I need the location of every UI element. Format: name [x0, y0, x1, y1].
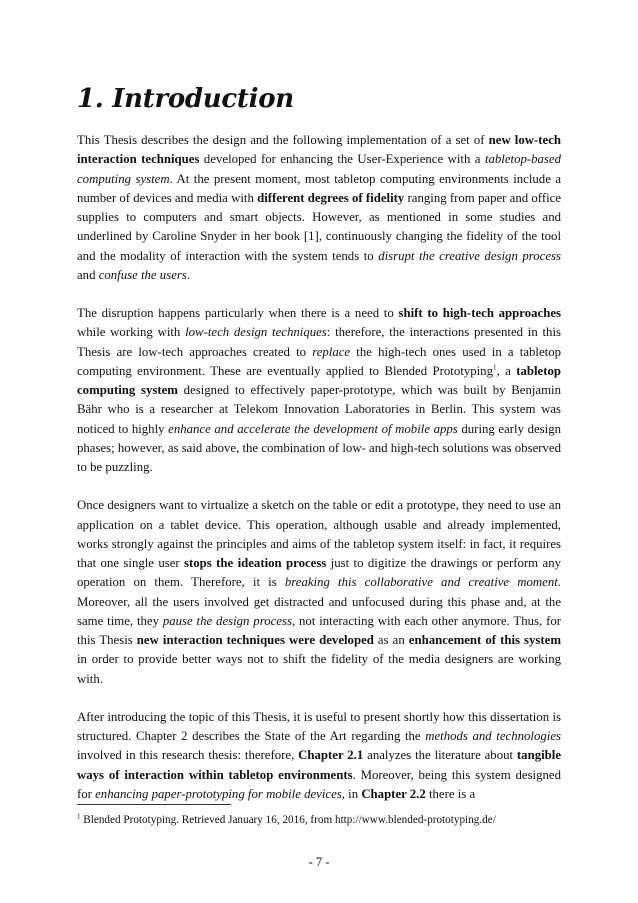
paragraph — [77, 496, 561, 689]
text-run: and — [77, 267, 99, 282]
footnote-marker: 1 — [77, 812, 81, 821]
text-run: in order to provide better ways not to shift the fidelity of the media designers are working with. — [77, 652, 561, 686]
text-run: designed to effectively paper-prototype, which was built by Benjamin Bähr who is a researcher at Telekom Innovation Laboratories in Berlin. This system was noticed to highly — [77, 383, 561, 436]
text-run: . — [186, 267, 191, 282]
text-run: while working with — [77, 325, 186, 340]
italic-text: methods and technologies — [425, 729, 561, 743]
text-run: , not interacting with each other anymore. Thus, for this Thesis — [77, 613, 561, 647]
text-run: as an — [373, 633, 409, 647]
bold-text: Chapter 2.2 — [361, 786, 426, 801]
text-run: . Moreover, all the users involved get distracted and unfocused during this phase and, at the same time, they — [77, 575, 561, 628]
text-run: analyzes the literature about — [363, 748, 517, 763]
text-run: . Moreover, being this system designed for — [77, 767, 561, 801]
body-text — [77, 131, 561, 823]
text-run: This Thesis describes the design and the following implementation of a set of — [77, 133, 489, 147]
italic-text: breaking this collaborative and creative moment — [284, 575, 558, 590]
italic-text: confuse the users — [98, 267, 187, 282]
bold-text: shift to high-tech approaches — [398, 306, 561, 320]
bold-text: new interaction techniques were developed — [136, 633, 374, 647]
italic-text: enhance and accelerate the development of mobile apps — [168, 421, 458, 436]
italic-text: enhancing paper-prototyping for mobile devices — [95, 786, 342, 801]
paragraph — [77, 131, 561, 285]
text-run: ranging from paper and office supplies to computers and smart objects. However, as mentioned in some studies and underlined by Caroline Snyder in her book [1], continuously changing the fidelity of the tool and the modality of interaction with the system tends to — [77, 190, 562, 263]
bold-text: Chapter 2.1 — [298, 748, 364, 763]
italic-text: low-tech design techniques — [185, 325, 327, 340]
bold-text: stops the ideation process — [184, 556, 327, 570]
bold-text: tangible ways of interaction within tabletop environments — [77, 748, 562, 782]
footnote-reference: 1 — [492, 363, 497, 372]
text-run: just to digitize the drawings or perform any operation on them. Therefore, it is — [77, 556, 561, 590]
text-run: : therefore, the interactions presented in this Thesis are low-tech approaches created to — [77, 325, 561, 359]
text-run: involved in this research thesis: therefore, — [77, 748, 299, 763]
text-run: there is a — [425, 786, 476, 801]
text-run: . At the present moment, most tabletop computing environments include a number of devices and media with — [77, 171, 562, 205]
text-run: during early design phases; however, as said above, the combination of low- and high-tech solutions was observed to be puzzling. — [77, 421, 561, 474]
italic-text: replace — [312, 344, 351, 359]
italic-text: pause the design process — [162, 613, 292, 628]
page-title: 1. Introduction — [77, 84, 294, 114]
text-run: the high-tech ones used in a tabletop computing environment. These are eventually applied to Blended Prototyping — [77, 344, 561, 378]
italic-text: tabletop-based computing system — [77, 152, 561, 186]
text-run: The disruption happens particularly when there is a need to — [77, 306, 399, 320]
text-run: , in — [341, 786, 362, 801]
text-run: developed for enhancing the User-Experience with a — [199, 152, 485, 167]
paragraph — [77, 708, 561, 804]
bold-text: tabletop computing system — [77, 363, 561, 397]
text-run: , a — [496, 363, 517, 378]
bold-text: different degrees of fidelity — [257, 190, 405, 205]
footnote-text: Blended Prototyping. Retrieved January 16, 2016, from http://www.blended-prototyping.de/ — [80, 814, 496, 826]
page-number: - 7 - — [308, 855, 330, 869]
footnote-divider — [77, 804, 231, 805]
bold-text: new low-tech interaction techniques — [77, 133, 561, 167]
paragraph — [77, 304, 561, 477]
bold-text: enhancement of this system — [408, 633, 562, 647]
footnote — [77, 813, 561, 827]
text-run: After introducing the topic of this Thesis, it is useful to present shortly how this dissertation is structured. Chapter 2 describes the State of the Art regarding the — [77, 709, 561, 743]
text-run: Once designers want to virtualize a sketch on the table or edit a prototype, they need to use an application on a tablet device. This operation, although usable and already implemented, works strongly against the principles and aims of the tabletop system itself: in fact, it requires that one single user — [77, 498, 561, 570]
italic-text: disrupt the creative design process — [378, 248, 561, 263]
